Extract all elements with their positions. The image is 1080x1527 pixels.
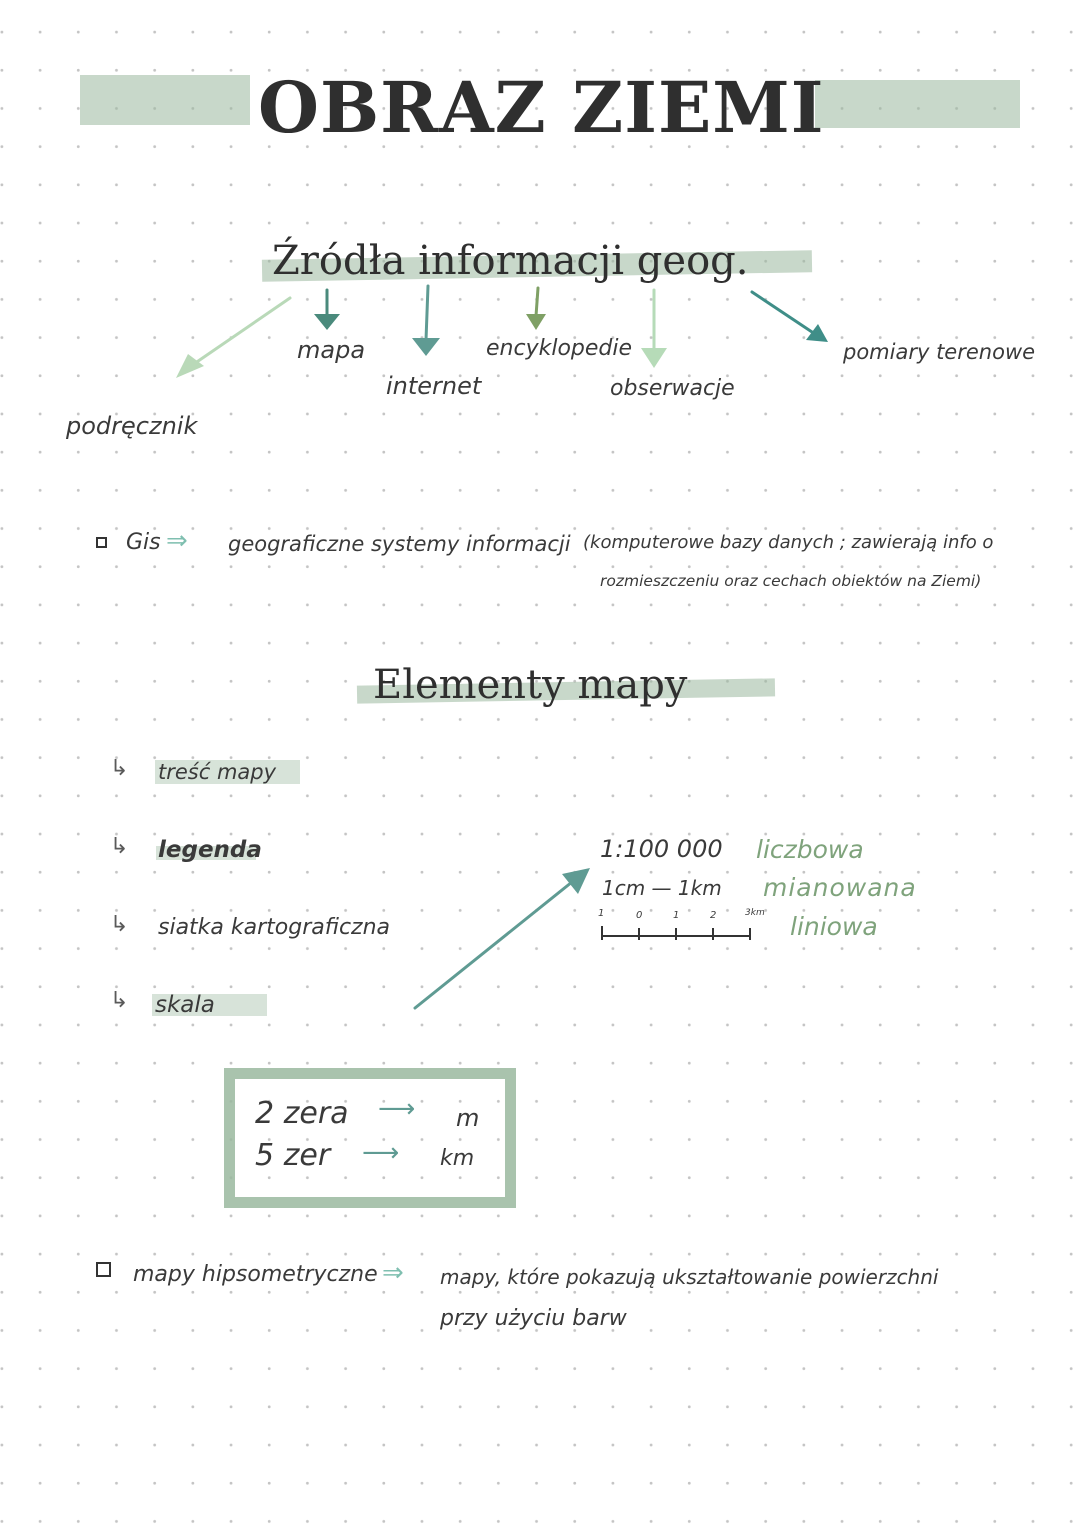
elements-heading: Elementy mapy: [373, 662, 688, 708]
arrow-to-encyklopedie: [536, 288, 538, 316]
scale-numeric-value: 1:100 000: [600, 835, 723, 863]
linear-tick-label: 1: [673, 910, 680, 921]
zeros-arrow-icon: ⟶: [378, 1094, 416, 1124]
gis-definition: geograficzne systemy informacji: [228, 532, 571, 556]
linear-tick-label: 2: [710, 910, 717, 921]
zeros-line1-right: m: [456, 1104, 480, 1132]
elements-bullet-arrow-icon: ↳: [110, 834, 129, 859]
hypso-term: mapy hipsometryczne: [133, 1262, 378, 1287]
title-highlight-left: [80, 75, 250, 125]
sources-arrows: [0, 280, 1080, 390]
elements-bullet-arrow-icon: ↳: [110, 988, 129, 1013]
scale-linear-label: liniowa: [790, 912, 878, 941]
source-mapa: mapa: [297, 336, 366, 364]
linear-tick-label: 0: [636, 910, 643, 921]
page-title: OBRAZ ZIEMI: [258, 66, 825, 149]
source-encyklopedie: encyklopedie: [486, 336, 633, 361]
sources-heading: Źródła informacji geog.: [272, 238, 749, 284]
source-podrecznik: podręcznik: [66, 412, 198, 440]
linear-tick-label: 1: [598, 908, 605, 919]
hypso-definition-line1: mapy, które pokazują ukształtowanie powierzchni: [440, 1265, 939, 1289]
gis-note-line1: (komputerowe bazy danych ; zawierają info o: [583, 532, 994, 553]
scale-numeric-label: liczbowa: [756, 835, 864, 864]
gis-term: Gis: [126, 530, 161, 555]
elements-bullet-arrow-icon: ↳: [110, 912, 129, 937]
elements-bullet-arrow-icon: ↳: [110, 756, 129, 781]
source-internet: internet: [386, 372, 482, 400]
gis-implies-arrow-icon: ⇒: [166, 526, 188, 556]
hypso-definition-line2: przy użyciu barw: [440, 1306, 627, 1331]
arrow-to-internet: [426, 286, 428, 340]
zeros-arrow-icon: ⟶: [362, 1138, 400, 1168]
arrow-to-pomiary: [752, 292, 815, 334]
skala-arrow: [400, 860, 600, 1020]
scale-named-value: 1cm — 1km: [602, 876, 722, 900]
zeros-line2-left: 5 zer: [255, 1138, 331, 1173]
title-highlight-right: [815, 80, 1020, 128]
gis-checkbox: [96, 537, 107, 548]
element-siatka: siatka kartograficzna: [158, 915, 391, 940]
element-skala: skala: [155, 992, 215, 1018]
element-legenda: legenda: [158, 837, 262, 863]
arrow-to-podrecznik: [188, 298, 290, 368]
zeros-line2-right: km: [440, 1146, 475, 1171]
linear-tick-label: 3km: [745, 908, 765, 918]
hypso-implies-arrow-icon: ⇒: [382, 1258, 404, 1288]
scale-named-label: mianowana: [763, 873, 917, 902]
hypso-checkbox: [96, 1262, 111, 1277]
source-obserwacje: obserwacje: [610, 376, 735, 401]
zeros-line1-left: 2 zera: [255, 1096, 349, 1131]
gis-note-line2: rozmieszczeniu oraz cechach obiektów na Ziemi): [600, 572, 982, 590]
element-tresc-mapy: treść mapy: [158, 760, 277, 784]
source-pomiary: pomiary terenowe: [843, 340, 1036, 364]
